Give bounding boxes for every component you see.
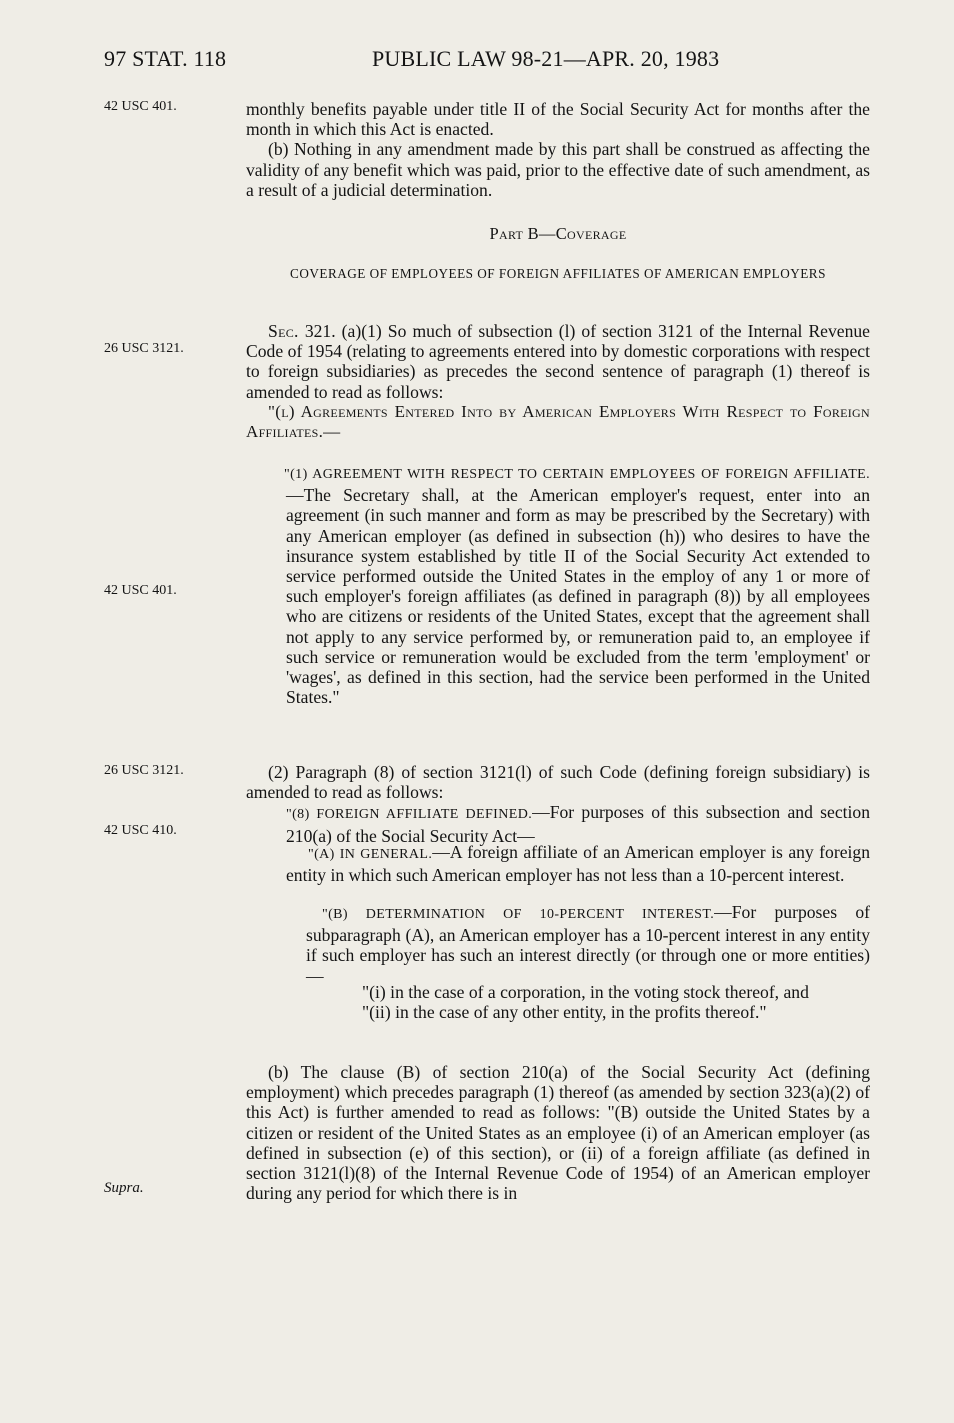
body-text-sec321 <box>246 321 870 442</box>
sec-label: Sec. <box>268 321 299 341</box>
paragraph: Sec. 321. (a)(1) So much of subsection (l) of section 3121 of the Internal Revenue Code of 1954 (relating to agreements entered into by domestic corporations with respect to foreign subsidiaries) as precedes the second sentence of paragraph (1) thereof is amended to read as follows: <box>246 321 870 402</box>
page-running-title: PUBLIC LAW 98-21—APR. 20, 1983 <box>372 46 720 71</box>
section-heading: COVERAGE OF EMPLOYEES OF FOREIGN AFFILIATES OF AMERICAN EMPLOYERS <box>290 266 826 281</box>
paragraph: "(i) in the case of a corporation, in the voting stock thereof, and <box>362 982 809 1002</box>
paragraph: "(1) AGREEMENT WITH RESPECT TO CERTAIN EMPLOYEES OF FOREIGN AFFILIATE.—The Secretary shall, at the American employer's request, enter into an agreement (in such manner and form as may be prescribed by the Secretary) with any American employer (as defined in subsection (h)) who desires to have the insurance system established by title II of the Social Security Act extended to service performed outside the United States in the employ of any 1 or more of such employer's foreign affiliates (as defined in paragraph (8)) by all employees who are citizens or residents of the United States, except that the agreement shall not apply to any service performed by, or remuneration paid to, an employee if such service or remuneration would be excluded from the term 'employment' or 'wages', as defined in this section, had the service been performed in the United States." <box>284 467 870 708</box>
paragraph: "(A) IN GENERAL.—A foreign affiliate of an American employer is any foreign entity in which such American employer has not less than a 10-percent interest. <box>286 842 870 886</box>
page-stat-number: 97 STAT. 118 <box>104 46 227 71</box>
paragraph: (b) Nothing in any amendment made by this part shall be construed as affecting the validity of any benefit which was paid, prior to the effective date of such amendment, as a result of a judicial determination. <box>246 139 870 200</box>
paragraph: "(l) Agreements Entered Into by American Employers With Respect to Foreign Affiliates.— <box>246 401 870 442</box>
paragraph: (b) The clause (B) of section 210(a) of the Social Security Act (defining employment) which precedes paragraph (1) thereof (as amended by section 323(a)(2) of this Act) is further amended to read as follows: "(B) outside the United States by a citizen or resident of the United States as an employee (i) of an American employer (as defined in subsection (e) of this section), or (ii) of a foreign affiliate (as defined in section 3121(l)(8) of the Internal Revenue Code of 1954) of an American employer during any period for which there is in <box>246 1062 870 1204</box>
body-text-para1 <box>286 462 870 707</box>
paragraph: "(B) DETERMINATION OF 10-PERCENT INTEREST.—For purposes of subparagraph (A), an American employer has a 10-percent interest in any entity if such employer has such an interest directly (or through one or more entities)— <box>306 902 870 986</box>
body-text-subpara-b <box>306 902 870 986</box>
body-text-clauses <box>346 982 870 1022</box>
part-heading: Part B—Coverage <box>489 224 627 243</box>
margin-note: Supra. <box>104 1180 144 1196</box>
paragraph: (2) Paragraph (8) of section 3121(l) of such Code (defining foreign subsidiary) is amended to read as follows: <box>246 762 870 803</box>
margin-note: 42 USC 401. <box>104 99 177 114</box>
paragraph: "(ii) in the case of any other entity, in the profits thereof." <box>362 1002 767 1023</box>
body-text-subpara <box>286 842 870 885</box>
margin-note: 42 USC 410. <box>104 823 177 838</box>
margin-note: 26 USC 3121. <box>104 763 184 778</box>
body-text-bottom <box>246 1062 870 1203</box>
margin-note: 26 USC 3121. <box>104 341 184 356</box>
body-text-top <box>246 99 870 200</box>
body-text-para2 <box>246 762 870 846</box>
paragraph: monthly benefits payable under title II of the Social Security Act for months after the month in which this Act is enacted. <box>246 99 870 140</box>
margin-note: 42 USC 401. <box>104 583 177 598</box>
paragraph: "(8) FOREIGN AFFILIATE DEFINED.—For purposes of this subsection and section 210(a) of the Social Security Act— <box>286 802 870 846</box>
